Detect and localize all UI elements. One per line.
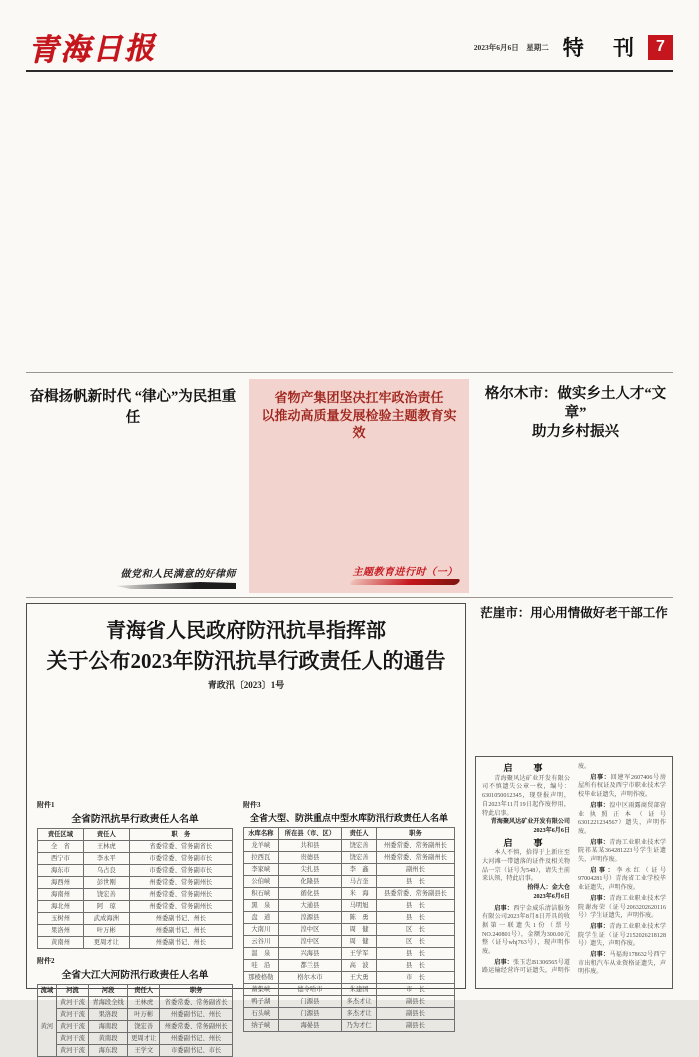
- table-cell: 州委副书记、州长: [129, 913, 232, 925]
- flood-notice-box: [26, 603, 466, 1054]
- table-cell: 多杰才让: [342, 1008, 377, 1020]
- attachment1-title: 全省防汛抗旱行政责任人名单: [71, 814, 199, 825]
- notice-doc-number: 青政汛〔2023〕1号: [207, 680, 285, 690]
- table-header-cell: 河段: [89, 985, 128, 997]
- table-cell: 州委常委、常务副州长: [129, 889, 232, 901]
- table-row: [244, 936, 455, 948]
- table-cell: 黄河干流: [56, 1021, 88, 1033]
- article-wuchan-body: [258, 449, 460, 575]
- notice-text: 青海工业职业技术学院祁某某364281223号学生证遗失，声明作废。: [578, 839, 667, 864]
- article-lawyer: [26, 379, 240, 593]
- table-cell: 兴海县: [278, 948, 342, 960]
- table-cell: 青海段全线: [89, 997, 128, 1009]
- table-cell: 阿 琼: [83, 901, 129, 913]
- notice-section-signature: 拾得人：金大仓: [527, 885, 570, 892]
- article-wuchan: [249, 379, 469, 593]
- table-cell: 王大勇: [342, 972, 377, 984]
- table-cell: 果洛州: [38, 925, 84, 937]
- table-cell: 州委常委、常务副州长: [376, 840, 454, 852]
- table-header-cell: 职务: [376, 828, 454, 840]
- notice-text: 马福海178632号西宁市出租汽车从业资格证遗失，声明作废。: [578, 952, 667, 976]
- table-row: [38, 1009, 233, 1021]
- table-header-cell: 责任人: [342, 828, 377, 840]
- notice-title-line1: 青海省人民政府防汛抗旱指挥部: [106, 620, 386, 642]
- publication-date: 2023年6月6日 星期二: [473, 42, 549, 52]
- table-cell: 周 健: [342, 924, 377, 936]
- table-cell: 大南川: [244, 924, 279, 936]
- table-cell: 省委常委、常务副省长: [160, 997, 233, 1009]
- table-cell: 马占奎: [342, 876, 377, 888]
- lost-notice-item: [578, 895, 666, 921]
- table-cell: 乃为才仁: [342, 1020, 377, 1032]
- theme-education-badge: [351, 563, 459, 585]
- table-cell: 黄南州: [38, 937, 84, 949]
- notice-text: 回建军2607406号房屋所有权证及西宁市职业技术学校毕业证遗失，声明作废。: [578, 774, 667, 799]
- table-cell: 公伯峡: [244, 876, 279, 888]
- table-cell: 区 长: [376, 924, 454, 936]
- notice-text: 张玉忠B1306565号道路运输经营许可证遗失，声明作废。: [482, 764, 591, 975]
- article-wuchan-headline: 省物产集团坚决扛牢政治责任 以推动高质量发展检验主题教育实效: [261, 390, 457, 440]
- table-cell: 彭世刚: [83, 877, 129, 889]
- table-cell: 黄河干流: [56, 1033, 88, 1045]
- table-cell: 饶宏善: [128, 1021, 160, 1033]
- lost-notice-item: [578, 951, 666, 977]
- calligraphy-slogan: [116, 565, 236, 589]
- page-number-badge: 7: [648, 35, 673, 60]
- attachment3-label: 附件3: [243, 801, 261, 809]
- notice-lead: 启事：: [590, 867, 617, 874]
- table-row: [244, 912, 455, 924]
- slogan-text: 做党和人民满意的好律师: [120, 569, 236, 580]
- notice-section-signature: 青海聚风达矿业开发有限公司: [490, 819, 570, 826]
- table-cell: 乌占良: [83, 865, 129, 877]
- lost-notice-item: [578, 867, 666, 893]
- table-cell: 李家峡: [244, 864, 279, 876]
- table-cell: 州委副书记、州长: [160, 1009, 233, 1021]
- table-cell: 王学军: [342, 948, 377, 960]
- notice-text: 湟中区雨露商贸部营业执照正本（证号6301221234567）遗失，声明作废。: [578, 802, 667, 835]
- notice-section-title: 启 事: [503, 837, 549, 848]
- notice-lead: 启事：: [590, 774, 611, 781]
- table-cell: 李永平: [83, 853, 129, 865]
- table-cell: 陈 勇: [342, 912, 377, 924]
- table-row: [38, 889, 233, 901]
- masthead: [26, 22, 673, 66]
- table-cell: 市委副书记、市长: [160, 1045, 233, 1057]
- table-cell: 市 长: [376, 984, 454, 996]
- pen-brush-icon: [116, 582, 236, 589]
- table-cell: 黑 泉: [244, 900, 279, 912]
- table-header-cell: 责任人: [128, 985, 160, 997]
- table-header-cell: 责任区域: [38, 829, 84, 841]
- table-cell: 县 长: [376, 900, 454, 912]
- table-row: [244, 840, 455, 852]
- table-cell: 市委常委、常务副市长: [129, 853, 232, 865]
- table-cell: 果洛段: [89, 1009, 128, 1021]
- middle-articles-strip: [26, 379, 673, 593]
- bottom-right-column: [475, 603, 673, 989]
- table-cell: 黄河干流: [56, 1009, 88, 1021]
- table-row: [244, 864, 455, 876]
- table-cell: 云谷川: [244, 936, 279, 948]
- table-row: [244, 1008, 455, 1020]
- notice-section-title: 启 事: [503, 763, 549, 773]
- table-cell: 饶宏善: [342, 840, 377, 852]
- table-row: [244, 900, 455, 912]
- table-cell: 多杰才让: [342, 996, 377, 1008]
- table-row: [244, 1020, 455, 1032]
- table-cell: 龙羊峡: [244, 840, 279, 852]
- table-cell: 海晏县: [278, 1020, 342, 1032]
- table-cell: 玉树州: [38, 913, 84, 925]
- top-article-body: [28, 78, 671, 366]
- table-row: [244, 888, 455, 900]
- table-cell: 州委常委、常务副州长: [129, 877, 232, 889]
- table-cell: 饶宏善: [83, 889, 129, 901]
- notice-lead: 启事：: [590, 923, 610, 930]
- notice-section-text: 青海聚风达矿业开发有限公司不慎遗失公章一枚，编号：6301050012345，现登报声明，自2023年11月19日起作废停用，特此启事。: [482, 775, 570, 817]
- table-cell: 海东段: [89, 1045, 128, 1057]
- table-cell: 西宁市: [38, 853, 84, 865]
- classified-notices-box: [475, 756, 673, 989]
- table-cell: 大通县: [278, 900, 342, 912]
- table-header-cell: 职 务: [129, 829, 232, 841]
- notice-lead: 启事：: [590, 839, 610, 846]
- table-row: [244, 984, 455, 996]
- table-cell: 湟中区: [278, 936, 342, 948]
- article-geermu-body: [478, 444, 673, 594]
- table-row: [38, 913, 233, 925]
- table-row: [244, 924, 455, 936]
- table-row: [244, 876, 455, 888]
- table-cell: 市委常委、常务副市长: [129, 865, 232, 877]
- table-cell: 周 健: [342, 936, 377, 948]
- table-row: [38, 997, 233, 1009]
- table-cell: 海东市: [38, 865, 84, 877]
- table-row: [38, 925, 233, 937]
- table-cell: 王学文: [128, 1045, 160, 1057]
- table-cell: 副县长: [376, 1020, 454, 1032]
- attachment2-title: 全省大江大河防汛行政责任人名单: [61, 970, 209, 981]
- table-cell: 县 长: [376, 912, 454, 924]
- table-cell: 那棱格勒: [244, 972, 279, 984]
- notice-section: [482, 839, 570, 902]
- table-cell: 州委副书记、州长: [129, 937, 232, 949]
- table-cell: 都兰县: [278, 960, 342, 972]
- table-cell: 化隆县: [278, 876, 342, 888]
- attachment1-table: [37, 828, 233, 949]
- notice-lead: 启事：: [494, 905, 514, 912]
- table-cell: 高 波: [342, 960, 377, 972]
- notice-lead: 启事：: [494, 959, 514, 966]
- article-geermu: [478, 379, 673, 593]
- table-row: [38, 1045, 233, 1057]
- table-cell: 盘 道: [244, 912, 279, 924]
- table-cell: 石头峡: [244, 1008, 279, 1020]
- table-cell: 王林虎: [128, 997, 160, 1009]
- table-row: [38, 841, 233, 853]
- table-row: [38, 877, 233, 889]
- table-cell: 马明旭: [342, 900, 377, 912]
- table-cell: 县 长: [376, 948, 454, 960]
- table-header-cell: 水库名称: [244, 828, 279, 840]
- table-cell: 副县长: [376, 996, 454, 1008]
- table-cell: 温 泉: [244, 948, 279, 960]
- notice-lead: 启事：: [590, 802, 610, 809]
- table-cell: 格尔木市: [278, 972, 342, 984]
- table-cell: 饶宏善: [342, 852, 377, 864]
- basin-cell: 黄河: [38, 997, 57, 1057]
- theme-education-badge-text: 主题教育进行时（一）: [352, 567, 458, 578]
- article-mangya-headline: 茫崖市：用心用情做好老干部工作: [480, 606, 668, 620]
- table-cell: 市 长: [376, 972, 454, 984]
- table-row: [244, 972, 455, 984]
- table-cell: 区 长: [376, 936, 454, 948]
- table-cell: 鸭子湖: [244, 996, 279, 1008]
- article-lawyer-body: [26, 435, 240, 583]
- attachments-left-column: [37, 798, 233, 1057]
- table-cell: 叶万彬: [83, 925, 129, 937]
- attachment1-label: 附件1: [37, 801, 55, 809]
- notice-text: 青海工业职业技术学院学生证（证号2152026218128号）遗失，声明作废。: [578, 923, 667, 948]
- table-cell: 全 省: [38, 841, 84, 853]
- table-cell: 门源县: [278, 1008, 342, 1020]
- table-cell: 门源县: [278, 996, 342, 1008]
- table-cell: 县委常委、常务副县长: [376, 888, 454, 900]
- table-cell: 武成海洲: [83, 913, 129, 925]
- table-cell: 副县长: [376, 1008, 454, 1020]
- lost-notice-item: [578, 774, 666, 800]
- table-cell: 海西州: [38, 877, 84, 889]
- table-header-row: [244, 828, 455, 840]
- masthead-right: [474, 32, 673, 62]
- table-cell: 蓄集峡: [244, 984, 279, 996]
- table-cell: 德令哈市: [278, 984, 342, 996]
- lost-notice-item: [578, 839, 666, 865]
- table-row: [38, 1021, 233, 1033]
- attachment2-table: [37, 984, 233, 1057]
- table-row: [244, 996, 455, 1008]
- table-cell: 哇 沿: [244, 960, 279, 972]
- table-cell: 尖扎县: [278, 864, 342, 876]
- table-cell: 湟源县: [278, 912, 342, 924]
- table-row: [38, 937, 233, 949]
- article-lawyer-headline: 奋楫扬帆新时代 “律心”为民担重任: [29, 389, 237, 426]
- table-cell: 黄南段: [89, 1033, 128, 1045]
- table-row: [38, 1033, 233, 1045]
- table-cell: 州委常委、常务副州长: [376, 852, 454, 864]
- table-cell: 副州长: [376, 864, 454, 876]
- table-cell: 共和县: [278, 840, 342, 852]
- attachment3-title: 全省大型、防洪重点中型水库防汛行政责任人名单: [249, 813, 448, 823]
- table-row: [244, 852, 455, 864]
- bottom-section: [26, 603, 673, 1054]
- table-header-row: [38, 985, 233, 997]
- table-cell: 州委副书记、州长: [129, 925, 232, 937]
- article-mangya: [475, 603, 673, 749]
- table-cell: 王林虎: [83, 841, 129, 853]
- table-header-cell: 所在县（市、区）: [278, 828, 342, 840]
- table-header-cell: 河流: [56, 985, 88, 997]
- notice-text: 青海工业职业技术学院谢海荣（证号2063202620116号）学生证遗失，声明作废。: [578, 895, 667, 920]
- table-header-row: [38, 829, 233, 841]
- notice-section-text: 本人不慎，拾得于上新庄至大河滩一带遗落的证件及相关物品一宗（证号为548），请失主前来认领，特此启事。: [482, 850, 570, 883]
- section-divider: [26, 597, 673, 598]
- table-row: [38, 901, 233, 913]
- paper-logo: 青海日报: [27, 31, 157, 68]
- table-header-cell: 职务: [160, 985, 233, 997]
- table-cell: 州委副书记、州长: [160, 1033, 233, 1045]
- table-row: [38, 853, 233, 865]
- table-header-cell: 责任人: [83, 829, 129, 841]
- table-cell: 州委常委、常务副州长: [160, 1021, 233, 1033]
- notice-body: [37, 696, 455, 792]
- lost-notice-item: [578, 923, 666, 949]
- table-cell: 纳子峡: [244, 1020, 279, 1032]
- lost-notice-item: [482, 905, 570, 957]
- table-cell: 朱建国: [342, 984, 377, 996]
- table-cell: 海南段: [89, 1021, 128, 1033]
- table-row: [244, 948, 455, 960]
- table-cell: 省委常委、常务副省长: [129, 841, 232, 853]
- edition-label: 特 刊: [562, 36, 646, 60]
- table-cell: 拉西瓦: [244, 852, 279, 864]
- article-mangya-body: [475, 627, 673, 749]
- table-cell: 海南州: [38, 889, 84, 901]
- table-cell: 黄河干流: [56, 997, 88, 1009]
- notice-lead: 启事：: [590, 895, 610, 902]
- lost-notice-item: [578, 802, 666, 837]
- notice-title-line2: 关于公布2023年防汛抗旱行政责任人的通告: [46, 649, 446, 673]
- table-cell: 州委常委、常务副州长: [129, 901, 232, 913]
- table-row: [244, 960, 455, 972]
- table-cell: 黄河干流: [56, 1045, 88, 1057]
- table-cell: 贵德县: [278, 852, 342, 864]
- table-cell: 县 长: [376, 960, 454, 972]
- notice-sections: [482, 764, 570, 902]
- notice-section: [482, 764, 570, 836]
- attachment-tables: [37, 798, 455, 1057]
- notice-section-date: 2023年6月6日: [533, 893, 570, 900]
- attachment2-label: 附件2: [37, 957, 55, 965]
- masthead-rule: [26, 70, 673, 72]
- attachment3-table: [243, 827, 455, 1032]
- table-cell: 更周才让: [128, 1033, 160, 1045]
- article-geermu-headline: 格尔木市：做实乡土人才“文章” 助力乡村振兴: [484, 386, 667, 440]
- table-cell: 湟中区: [278, 924, 342, 936]
- notice-text: 西宁金威乐清洁服务有限公司2023年8月8日开具的收据第一联遗失1份（票号NO.240801号），金额为300.00元整（证号whj763号），现声明作废。: [482, 905, 571, 956]
- table-cell: 米 海: [342, 888, 377, 900]
- brush-swoosh-icon: [349, 579, 461, 585]
- notice-lead: 启事：: [590, 952, 610, 959]
- table-cell: 积石峡: [244, 888, 279, 900]
- table-cell: 循化县: [278, 888, 342, 900]
- table-cell: 县 长: [376, 876, 454, 888]
- notice-section-date: 2023年6月6日: [533, 827, 570, 834]
- table-cell: 李 鑫: [342, 864, 377, 876]
- table-cell: 叶万彬: [128, 1009, 160, 1021]
- attachments-right-column: [243, 798, 455, 1057]
- notice-text: 李永红（证号97004281号）青海省工业学校毕业证遗失，声明作废。: [578, 867, 667, 892]
- section-divider: [26, 372, 673, 373]
- table-cell: 更周才让: [83, 937, 129, 949]
- table-cell: 海北州: [38, 901, 84, 913]
- table-row: [38, 865, 233, 877]
- table-header-cell: 流域: [38, 985, 57, 997]
